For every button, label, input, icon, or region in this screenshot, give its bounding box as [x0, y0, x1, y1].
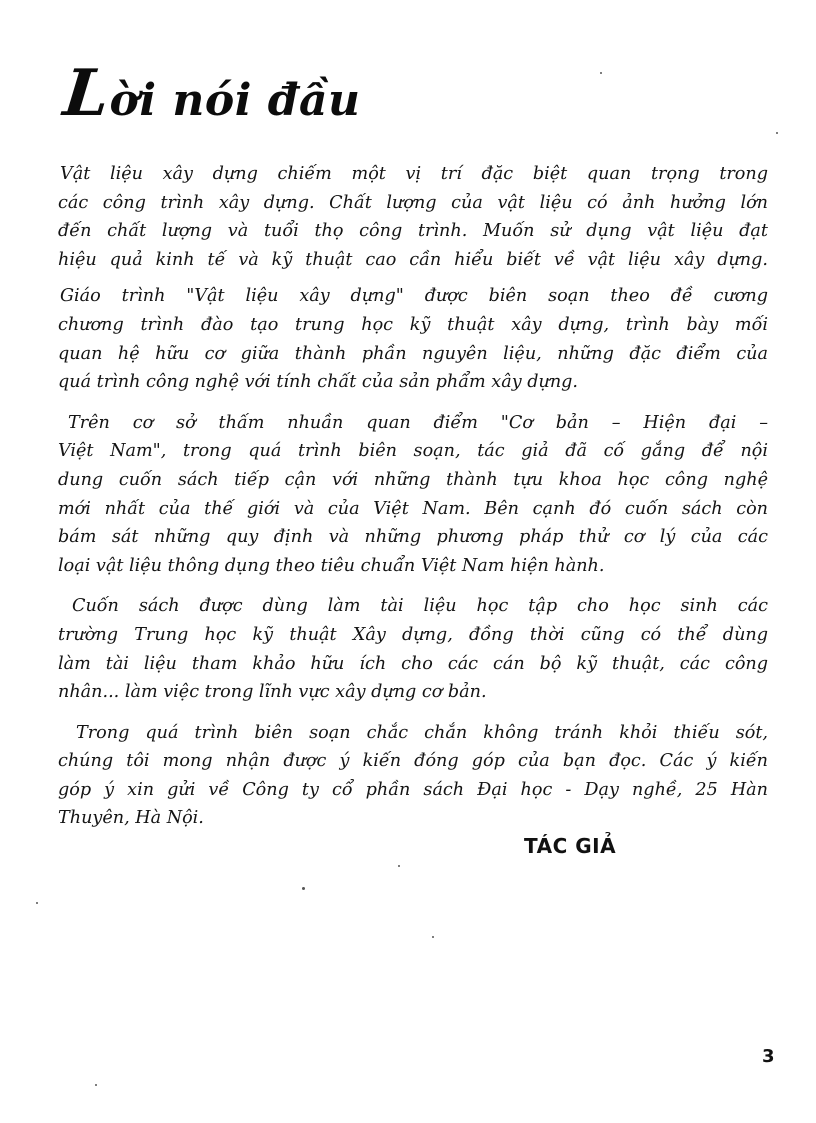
paragraph-4 — [58, 592, 768, 706]
paragraph-line: góp ý xin gửi về Công ty cổ phần sách Đại học - Dạy nghề, 25 Hàn — [58, 779, 768, 800]
author-signature: TÁC GIẢ — [524, 834, 617, 858]
page-title — [60, 56, 361, 131]
scan-speck — [600, 72, 602, 74]
paragraph-line: mới nhất của thế giới và của Việt Nam. Bên cạnh đó cuốn sách còn — [58, 498, 768, 519]
scan-speck — [36, 902, 38, 904]
paragraph-line: bám sát những quy định và những phương pháp thử cơ lý của các — [58, 527, 768, 548]
paragraph-line: Cuốn sách được dùng làm tài liệu học tập cho học sinh các — [72, 596, 768, 617]
scan-speck — [95, 1084, 97, 1086]
paragraph-line: Thuyên, Hà Nội. — [58, 808, 204, 829]
paragraph-line: nhân... làm việc trong lĩnh vực xây dựng cơ bản. — [58, 682, 487, 703]
paragraph-2 — [58, 282, 768, 396]
title-rest: ời nói đầu — [109, 75, 361, 126]
paragraph-line: quan hệ hữu cơ giữa thành phần nguyên liệu, những đặc điểm của — [58, 343, 768, 364]
page-number: 3 — [762, 1046, 775, 1067]
paragraph-3 — [58, 409, 768, 581]
scan-speck — [432, 936, 434, 938]
paragraph-line: quá trình công nghệ với tính chất của sản phẩm xây dựng. — [58, 372, 579, 393]
scan-speck — [398, 865, 400, 867]
paragraph-5 — [58, 719, 768, 833]
paragraph-line: Giáo trình "Vật liệu xây dựng" được biên soạn theo đề cương — [60, 286, 768, 307]
paragraph-1 — [58, 160, 768, 274]
paragraph-line: chúng tôi mong nhận được ý kiến đóng góp của bạn đọc. Các ý kiến — [58, 751, 768, 772]
paragraph-line: trường Trung học kỹ thuật Xây dựng, đồng thời cũng có thể dùng — [58, 624, 768, 645]
paragraph-line: các công trình xây dựng. Chất lượng của vật liệu có ảnh hưởng lớn — [58, 192, 768, 213]
paragraph-line: Vật liệu xây dựng chiếm một vị trí đặc biệt quan trọng trong — [60, 164, 768, 184]
paragraph-line: hiệu quả kinh tế và kỹ thuật cao cần hiểu biết về vật liệu xây dựng. — [58, 249, 768, 270]
paragraph-line: làm tài liệu tham khảo hữu ích cho các cán bộ kỹ thuật, các công — [58, 653, 768, 674]
title-initial: L — [60, 56, 114, 131]
scan-speck — [776, 132, 778, 134]
paragraph-line: đến chất lượng và tuổi thọ công trình. Muốn sử dụng vật liệu đạt — [58, 221, 768, 242]
scan-speck — [302, 887, 305, 890]
preface-body — [58, 160, 768, 833]
paragraph-line: chương trình đào tạo trung học kỹ thuật xây dựng, trình bày mối — [58, 314, 768, 335]
paragraph-line: dung cuốn sách tiếp cận với những thành tựu khoa học công nghệ — [58, 469, 768, 490]
paragraph-line: Việt Nam", trong quá trình biên soạn, tác giả đã cố gắng để nội — [58, 441, 768, 462]
paragraph-line: Trên cơ sở thấm nhuần quan điểm "Cơ bản – Hiện đại – — [68, 412, 768, 433]
paragraph-line: loại vật liệu thông dụng theo tiêu chuẩn Việt Nam hiện hành. — [58, 555, 605, 576]
paragraph-line: Trong quá trình biên soạn chắc chắn không tránh khỏi thiếu sót, — [76, 722, 768, 743]
